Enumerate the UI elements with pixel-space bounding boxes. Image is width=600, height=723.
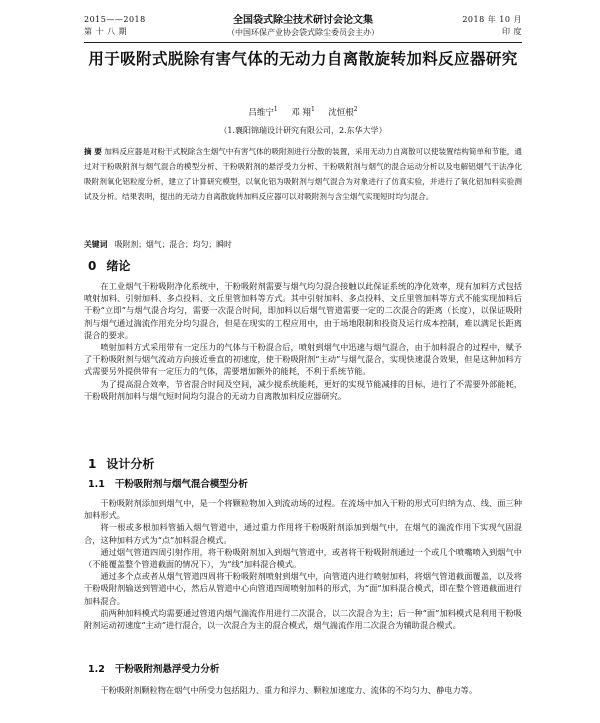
- header-place: 印 度: [501, 27, 522, 36]
- section-title: 设计分析: [106, 457, 155, 471]
- header-date: 2018 年 10 月: [462, 15, 522, 24]
- author-name: 邓 翔: [291, 107, 311, 118]
- header-center: [84, 14, 522, 39]
- author-mark: 2: [353, 106, 358, 113]
- abstract-label: 摘 要: [84, 147, 102, 156]
- author-mark: 1: [273, 106, 278, 113]
- subsection-heading: [88, 663, 219, 677]
- keywords-label: 关键词: [84, 240, 108, 249]
- author-mark: 1: [310, 106, 315, 113]
- author-line: [84, 104, 522, 119]
- section-heading: [88, 456, 154, 472]
- section-title: 绪论: [106, 259, 131, 273]
- article-title: 用于吸附式脱除有害气体的无动力自离散旋转加料反应器研究: [88, 50, 518, 68]
- paragraph: 将一根或多根加料管插入烟气管道中，通过重力作用将干粉吸附剂添加到烟气中，在烟气的湍流作用下实现气固混合，这种加料方式为“点”加料混合模式。: [84, 522, 522, 545]
- affiliation: （1.襄阳锦瑞设计研究有限公司，2.东华大学）: [219, 126, 387, 135]
- paragraph: 通过烟气管道四周引射作用，将干粉吸附剂加入到烟气管道中，或者将干粉吸附剂通过一个或几个喷嘴喷入到烟气中（不能覆盖整个管道截面的情况下），为“线”加料混合模式。: [84, 546, 522, 570]
- abstract-text: 加料反应器是对粉干式脱除含生烟气中有害气体的吸附剂进行分散的装置，采用无动力自离散可以使装置结构简单和节能，通过对干粉吸附剂与烟气混合的模型分析、干粉吸附剂的悬浮受力分析、干粉吸附剂与烟气的混合运动分析以及电解铝烟气干法净化吸附剂氧化铝粒度分析，建立了计算研究模型，以氧化铝为吸附剂与烟气混合为对象进行了仿真实验，并进行了氧化铝加料实验测试及分析。结果表明，提出的无动力自离散旋转加料反应器可以对吸附剂与含尘烟气实现短时均匀混合。: [84, 147, 522, 201]
- section-body: [84, 280, 522, 402]
- paragraph: 在工业烟气干粉吸附净化系统中，干粉吸附剂需要与烟气均匀混合接触以此保证系统的净化效率，现有加料方式包括喷射加料、引射加料、多点投料、文丘里管加料等方式。其中引射加料、多点投料、文丘里管加料等方式不能实现加料后干粉“立即”与烟气混合均匀，需要一次混合时间，即加料以后烟气管道需要一定的二次混合的距离（长度），以保证吸附剂与烟气通过湍流作用充分均匀混合，但是在现实的工程应用中，由于场地限制和投资及运行成本控制，难以满足长距离混合的要求。: [84, 281, 522, 340]
- section-heading: [88, 258, 130, 274]
- paragraph: 前两种加料模式均需要通过管道内烟气湍流作用进行二次混合，以二次混合为主；后一种“面”加料模式是利用干粉吸附剂运动初速度“主动”进行混合，以一次混合为主的混合模式，烟气湍流作用二次混合为辅助混合模式。: [84, 607, 522, 631]
- author-name: 沈恒根: [328, 107, 354, 118]
- paragraph: 干粉吸附剂添加到烟气中，是一个将颗粒物加入到流动场的过程。在流场中加入干粉的形式可归纳为点、线、面三种加料形式。: [84, 498, 522, 521]
- subsection-number: 1.2: [88, 664, 105, 675]
- author-name: 吕维宁: [248, 107, 274, 118]
- header-year-range: 2015——2018: [84, 15, 146, 24]
- paragraph: 为了提高混合效率，节省混合时间及空间，减少搅系统能耗，更好的实现节能减排的目标，进行了不需要外部能耗，干粉吸附剂加料与烟气短时间均匀混合的无动力自离散加料反应器研究。: [84, 378, 522, 401]
- header-right: [462, 14, 522, 38]
- section-number: 0: [88, 259, 97, 273]
- subsection-title: 干粉吸附剂与烟气混合模型分析: [114, 479, 248, 490]
- subsection-heading: [88, 478, 248, 492]
- paragraph: 喷射加料方式采用带有一定压力的气体与干粉混合后，喷射到烟气中迅速与烟气混合，由于加料混合的过程中，赋予了干粉吸附剂与烟气流动方向接近垂直的初速度，使干粉吸附剂“主动”与烟气混合，实现快速混合效果，但是这种加料方式需要另外提供带有一定压力的气体，需要增加额外的能耗，不利于系统节能。: [84, 342, 522, 377]
- header-volume: 第 十 八 期: [84, 27, 128, 36]
- subsection-body: [84, 684, 522, 696]
- header-organizer: （中国环保产业协会袋式除尘委员会主办）: [227, 28, 379, 37]
- keywords: [84, 239, 522, 251]
- header-journal-title: 全国袋式除尘技术研讨会论文集: [233, 15, 373, 26]
- subsection-title: 干粉吸附剂悬浮受力分析: [114, 664, 220, 675]
- subsection-number: 1.1: [88, 479, 105, 490]
- header-divider: [84, 42, 522, 43]
- abstract: [84, 144, 522, 204]
- paragraph: 干粉吸附剂颗粒物在烟气中所受力包括阻力、重力和浮力、颗粒加速度力、流体的不均匀力、静电力等。: [100, 685, 478, 695]
- keywords-text: 吸附剂；烟气；混合；均匀；瞬时: [114, 240, 232, 249]
- paragraph: 通过多个点或者从烟气管道四周将干粉吸附剂喷射到烟气中，向管道内进行喷射加料，将烟气管道截面覆盖，以及将干粉吸附剂输送到管道中心，然后从管道中心向管道四周喷射加料的形式，为“面”加料混合模式，即在整个管道截面进行加料混合。: [84, 571, 522, 606]
- section-number: 1: [88, 457, 97, 471]
- subsection-body: [84, 497, 522, 631]
